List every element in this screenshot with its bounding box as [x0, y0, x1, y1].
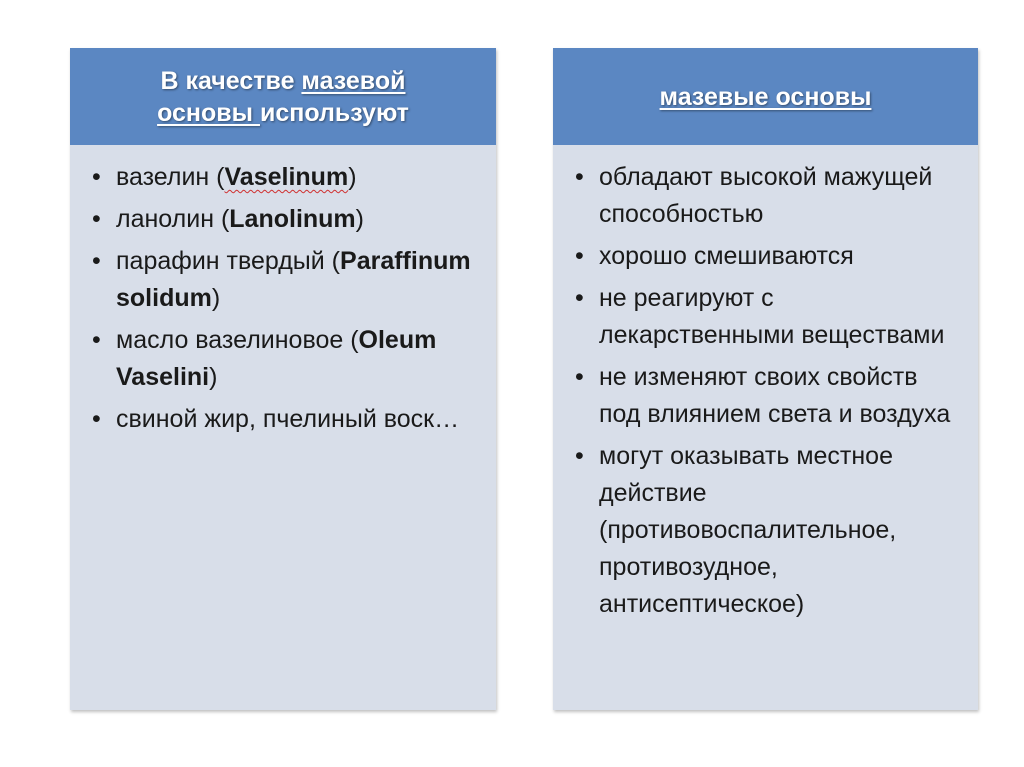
right-bullet-list — [573, 159, 958, 623]
right-card — [553, 48, 978, 710]
latin-name: Lanolinum — [229, 205, 356, 233]
latin-name: Paraffinum solidum — [116, 247, 471, 312]
item-text: парафин твердый ( — [116, 247, 341, 275]
left-card-title — [157, 65, 409, 129]
left-card-header — [70, 48, 496, 145]
item-text: ) — [211, 284, 221, 312]
list-item — [90, 201, 476, 238]
item-text: свиной жир, пчелиный воск… — [116, 405, 460, 433]
list-item — [90, 322, 476, 396]
left-card — [70, 48, 496, 710]
item-text: ) — [209, 363, 218, 391]
item-text: ) — [355, 205, 364, 233]
list-item: • не изменяют своих свойств под влиянием света и воздуха — [573, 359, 958, 433]
item-text: масло вазелиновое ( — [116, 326, 359, 354]
list-item: • не реагируют с лекарственными веществами — [573, 280, 958, 354]
latin-name: Vaselinum — [224, 163, 349, 191]
list-item: • обладают высокой мажущей способностью — [573, 159, 958, 233]
left-card-body — [70, 145, 496, 438]
left-bullet-list — [90, 159, 476, 438]
latin-name: Oleum Vaselini — [116, 326, 437, 391]
item-text: ланолин ( — [116, 205, 230, 233]
left-title-underlined-1: мазевой — [301, 66, 406, 95]
right-card-title: мазевые основы — [659, 82, 872, 111]
list-item — [90, 243, 476, 317]
left-title-underlined-2: основы — [157, 98, 260, 127]
right-card-header — [553, 48, 978, 145]
list-item — [90, 159, 476, 196]
item-text: вазелин ( — [116, 163, 225, 191]
right-card-body — [553, 145, 978, 623]
left-title-suffix: используют — [259, 98, 409, 127]
list-item: • хорошо смешиваются — [573, 238, 958, 275]
item-text: ) — [348, 163, 357, 191]
list-item — [90, 401, 476, 438]
left-title-prefix: В качестве — [160, 66, 302, 95]
list-item: • могут оказывать местное действие (противовоспалительное, противозудное, антисептическое) — [573, 438, 958, 623]
